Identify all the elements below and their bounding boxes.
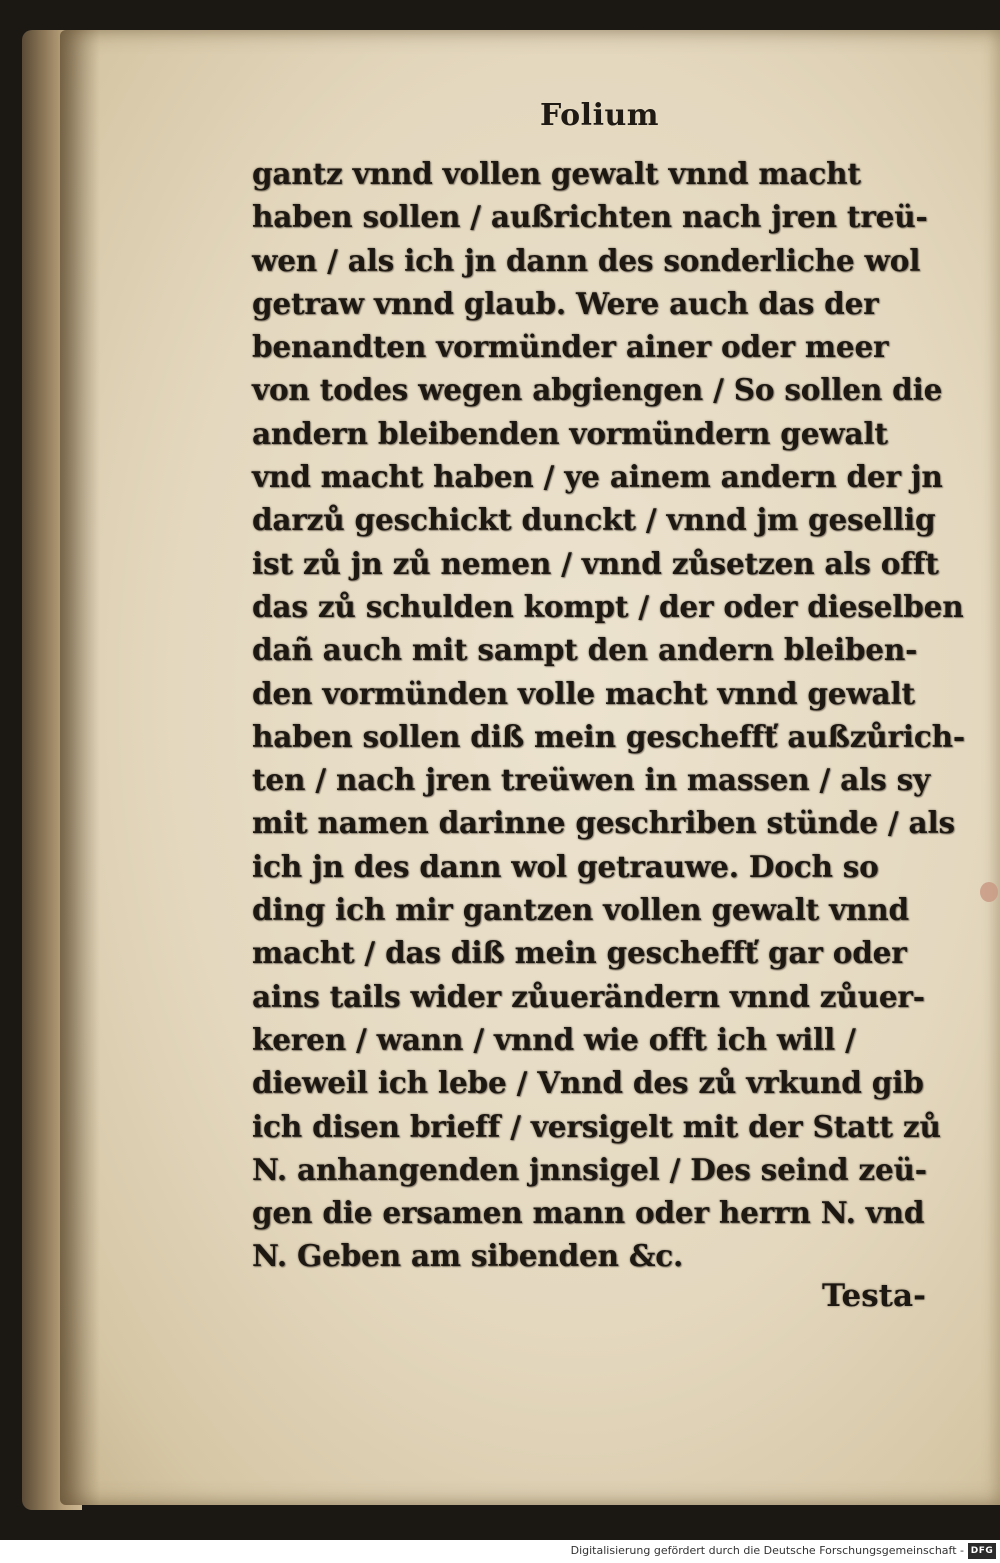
text-line: mit namen darinne geschriben stünde / als — [252, 805, 955, 841]
text-line: dieweil ich lebe / Vnnd des zů vrkund gib — [252, 1065, 924, 1101]
text-line: andern bleibenden vormündern gewalt — [252, 415, 888, 451]
text-line: das zů schulden kompt / der oder dieselben — [252, 588, 964, 624]
gutter-shadow — [60, 30, 100, 1505]
text-line: den vormünden volle macht vnnd gewalt — [252, 675, 915, 711]
dfg-logo-icon: DFG — [968, 1543, 996, 1559]
text-line: ist zů jn zů nemen / vnnd zůsetzen als offt — [252, 545, 939, 581]
body-text — [252, 152, 965, 1278]
text-line: wen / als ich jn dann des sonderliche wol — [252, 242, 921, 278]
text-line: ding ich mir gantzen vollen gewalt vnnd — [252, 892, 909, 928]
text-line: haben sollen diß mein gescheffť außzůrich- — [252, 718, 965, 754]
text-line: haben sollen / außrichten nach jren treü- — [252, 199, 928, 235]
text-line: macht / das diß mein gescheffť gar oder — [252, 935, 907, 971]
text-line: getraw vnnd glaub. Were auch das der — [252, 285, 879, 321]
text-line: vnd macht haben / ye ainem andern der jn — [252, 459, 943, 495]
text-line: gantz vnnd vollen gewalt vnnd macht — [252, 156, 861, 191]
text-line: ich disen brieff / versigelt mit der Statt zů — [252, 1108, 941, 1144]
text-line: ains tails wider zůuerändern vnnd zůuer- — [252, 978, 925, 1014]
text-line: ten / nach jren treüwen in massen / als sy — [252, 762, 930, 798]
text-line: keren / wann / vnnd wie offt ich will / — [252, 1021, 856, 1057]
running-head: Folium — [540, 98, 660, 133]
catchword: Testa- — [822, 1278, 926, 1314]
text-line: ich jn des dann wol getrauwe. Doch so — [252, 848, 879, 884]
text-line: N. Geben am sibenden &c. — [252, 1238, 684, 1274]
text-line: dañ auch mit sampt den andern bleiben- — [252, 632, 918, 668]
paper-stain — [980, 882, 998, 902]
text-line: von todes wegen abgiengen / So sollen die — [252, 372, 943, 408]
text-line: N. anhangenden jnnsigel / Des seind zeü- — [252, 1151, 927, 1187]
text-line: darzů geschickt dunckt / vnnd jm gesellig — [252, 502, 936, 538]
funding-credit: Digitalisierung gefördert durch die Deutsche Forschungsgemeinschaft - — [570, 1544, 964, 1557]
text-line: benandten vormünder ainer oder meer — [252, 329, 889, 365]
digitization-footer — [0, 1540, 1000, 1563]
text-line: gen die ersamen mann oder herrn N. vnd — [252, 1195, 925, 1231]
